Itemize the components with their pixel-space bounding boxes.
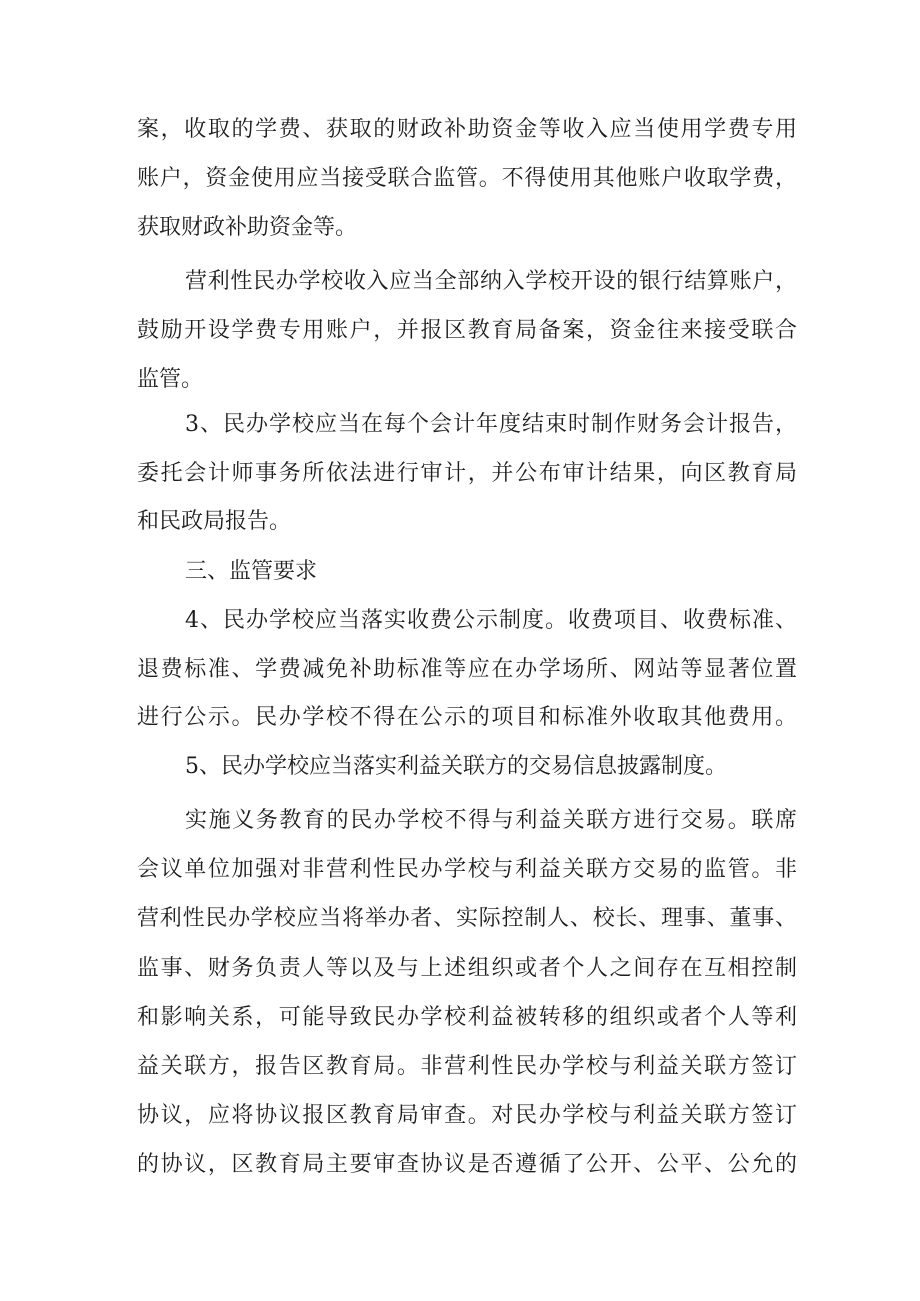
text-line: 账户，资金使用应当接受联合监管。不得使用其他账户收取学费， — [137, 166, 797, 191]
text-line: 监事、财务负责人等以及与上述组织或者个人之间存在互相控制 — [137, 956, 797, 981]
paragraph-first-line: 5、民办学校应当落实利益关联方的交易信息披露制度。 — [185, 754, 727, 779]
text-line: 监管。 — [137, 367, 204, 392]
text-line: 退费标准、学费减免补助标准等应在办学场所、网站等显著位置 — [137, 657, 797, 682]
text-line: 进行公示。民办学校不得在公示的项目和标准外收取其他费用。 — [137, 705, 797, 730]
text-line: 获取财政补助资金等。 — [137, 215, 358, 240]
text-line: 和影响关系，可能导致民办学校利益被转移的组织或者个人等利 — [137, 1005, 797, 1030]
text-line: 营利性民办学校应当将举办者、实际控制人、校长、理事、董事、 — [137, 906, 797, 931]
text-line: 和民政局报告。 — [137, 509, 292, 534]
text-line: 案，收取的学费、获取的财政补助资金等收入应当使用学费专用 — [137, 117, 797, 142]
paragraph-first-line: 4、民办学校应当落实收费公示制度。收费项目、收费标准、 — [185, 608, 797, 633]
text-line: 协议，应将协议报区教育局审查。对民办学校与利益关联方签订 — [137, 1103, 797, 1128]
text-line: 益关联方，报告区教育局。非营利性民办学校与利益关联方签订 — [137, 1054, 797, 1079]
section-heading: 三、监管要求 — [185, 559, 318, 584]
text-line: 的协议，区教育局主要审查协议是否遵循了公开、公平、公允的 — [137, 1152, 797, 1177]
text-line: 委托会计师事务所依法进行审计，并公布审计结果，向区教育局 — [137, 461, 797, 486]
text-line: 会议单位加强对非营利性民办学校与利益关联方交易的监管。非 — [137, 857, 797, 882]
paragraph-first-line: 营利性民办学校收入应当全部纳入学校开设的银行结算账户， — [185, 269, 797, 294]
paragraph-first-line: 实施义务教育的民办学校不得与利益关联方进行交易。联席 — [185, 808, 797, 833]
paragraph-first-line: 3、民办学校应当在每个会计年度结束时制作财务会计报告， — [185, 412, 797, 437]
text-line: 鼓励开设学费专用账户，并报区教育局备案，资金往来接受联合 — [137, 318, 797, 343]
